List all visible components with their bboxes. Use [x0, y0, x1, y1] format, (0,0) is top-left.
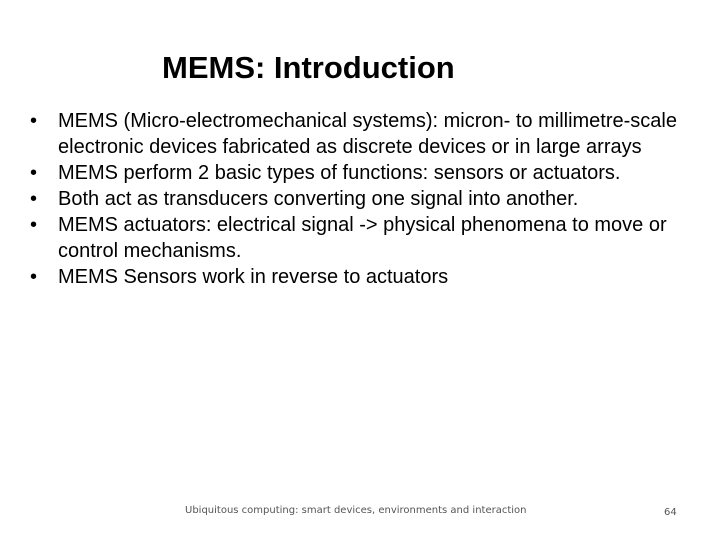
bullet-text: MEMS (Micro-electromechanical systems): micron- to millimetre-scale electronic devices fabricated as discrete devices or in large arrays [58, 110, 677, 158]
bullet-item-actuators [30, 212, 702, 264]
bullet-icon: • [30, 214, 38, 236]
bullet-text: MEMS actuators: electrical signal -> physical phenomena to move or control mechanisms. [58, 214, 667, 262]
bullet-icon: • [30, 162, 38, 184]
bullet-list [30, 108, 702, 290]
bullet-item-mems-definition [30, 108, 702, 160]
bullet-icon: • [30, 188, 38, 210]
slide-title: MEMS: Introduction [162, 50, 455, 85]
bullet-text: Both act as transducers converting one signal into another. [58, 188, 579, 210]
bullet-text: MEMS perform 2 basic types of functions: sensors or actuators. [58, 162, 621, 184]
bullet-item-sensors [30, 264, 702, 290]
bullet-icon: • [30, 110, 38, 132]
bullet-text: MEMS Sensors work in reverse to actuators [58, 266, 449, 288]
bullet-item-transducers [30, 186, 702, 212]
page-number: 64 [664, 507, 677, 518]
bullet-item-function-types [30, 160, 702, 186]
slide-footer: Ubiquitous computing: smart devices, environments and interaction [185, 505, 527, 516]
bullet-icon: • [30, 266, 38, 288]
